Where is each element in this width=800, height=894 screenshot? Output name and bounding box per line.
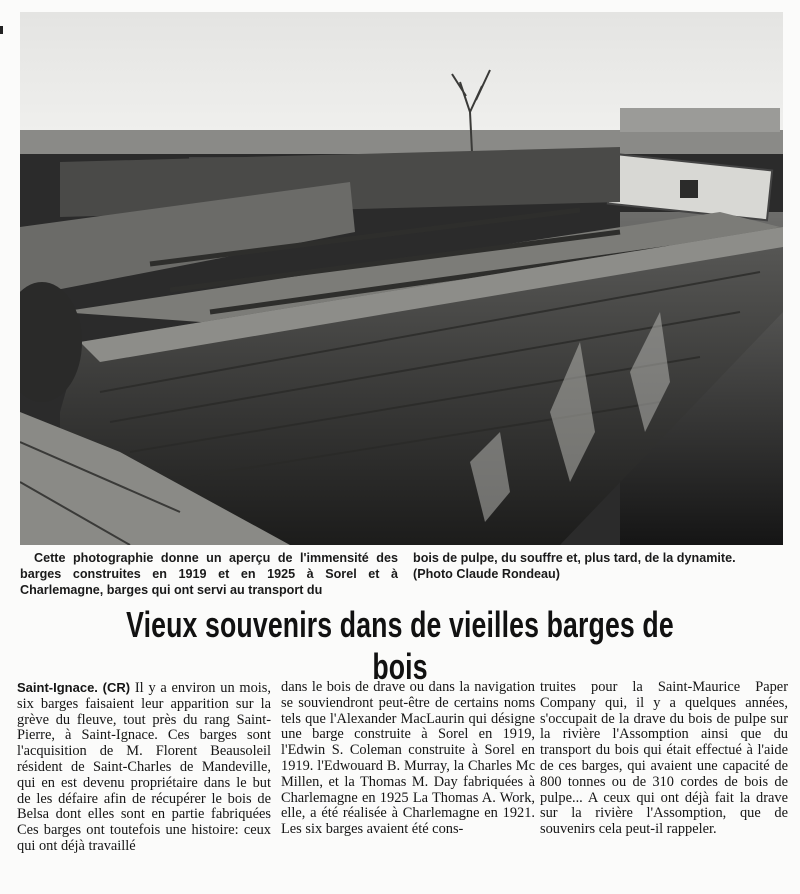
column-2-text: dans le bois de drave ou dans la navigation se souviendront peut-être de certains noms tels que l'Alexander MacLaurin qui désigne une barge construite à Sorel en 1919, l'Edwin S. Coleman construite à Sorel en 1919. l'Edwouard B. Murray, la Charles Mc Millen, et la Thomas M. Day fabriquées à Charlemagne en 1925 La Thomas A. Work, elle, a été réalisée à Charlemagne en 1921. Les six barges avaient été cons- xyxy=(281,679,535,838)
photo-credit: (Photo Claude Rondeau) xyxy=(413,567,560,582)
photo-caption-right xyxy=(413,550,787,582)
article-column-2 xyxy=(281,680,535,838)
article-headline: Vieux souvenirs dans de vieilles barges de bois xyxy=(126,604,674,687)
article-column-1 xyxy=(17,680,271,855)
barges-photo-illustration xyxy=(20,12,783,545)
barges-photo xyxy=(20,12,783,545)
dateline: Saint-Ignace. (CR) xyxy=(17,680,131,695)
scan-edge-mark xyxy=(0,26,3,34)
caption-text-left: Cette photographie donne un aperçu de l'immensité des barges construites en 1919 et en 1925 à Sorel et à Charlemagne, barges qui ont servi au transport du xyxy=(20,551,398,598)
article-column-3 xyxy=(540,680,788,838)
column-3-text: truites pour la Saint-Maurice Paper Company qui, il y a quelques années, s'occupait de la drave du bois de pulpe sur la rivière l'Assomption ainsi que du transport du bois qui était effectué à l'aide de ces barges, qui avaient une capacité de 800 tonnes ou de 310 cordes de bois de pulpe... A ceux qui ont déjà fait la drave sur la rivière l'Assomption, que de souvenirs cela peut-il rappeler. xyxy=(540,679,788,838)
photo-caption-left xyxy=(20,550,398,599)
caption-text-right: bois de pulpe, du souffre et, plus tard, de la dynamite. xyxy=(413,551,736,565)
column-1-text: Il y a environ un mois, six barges faisaient leur apparition sur la grève du fleuve, tout près du rang Saint-Pierre, à Saint-Ignace. Ces barges sont l'acquisition de M. Florent Beausoleil résident de Saint-Charles de Mandeville, qui en est devenu propriétaire dans le but de les défaire afin de récupérer le bois de Belsa dont elles sont en partie fabriquées Ces barges ont toutefois une histoire: ceux qui ont déjà travaillé xyxy=(17,680,271,854)
